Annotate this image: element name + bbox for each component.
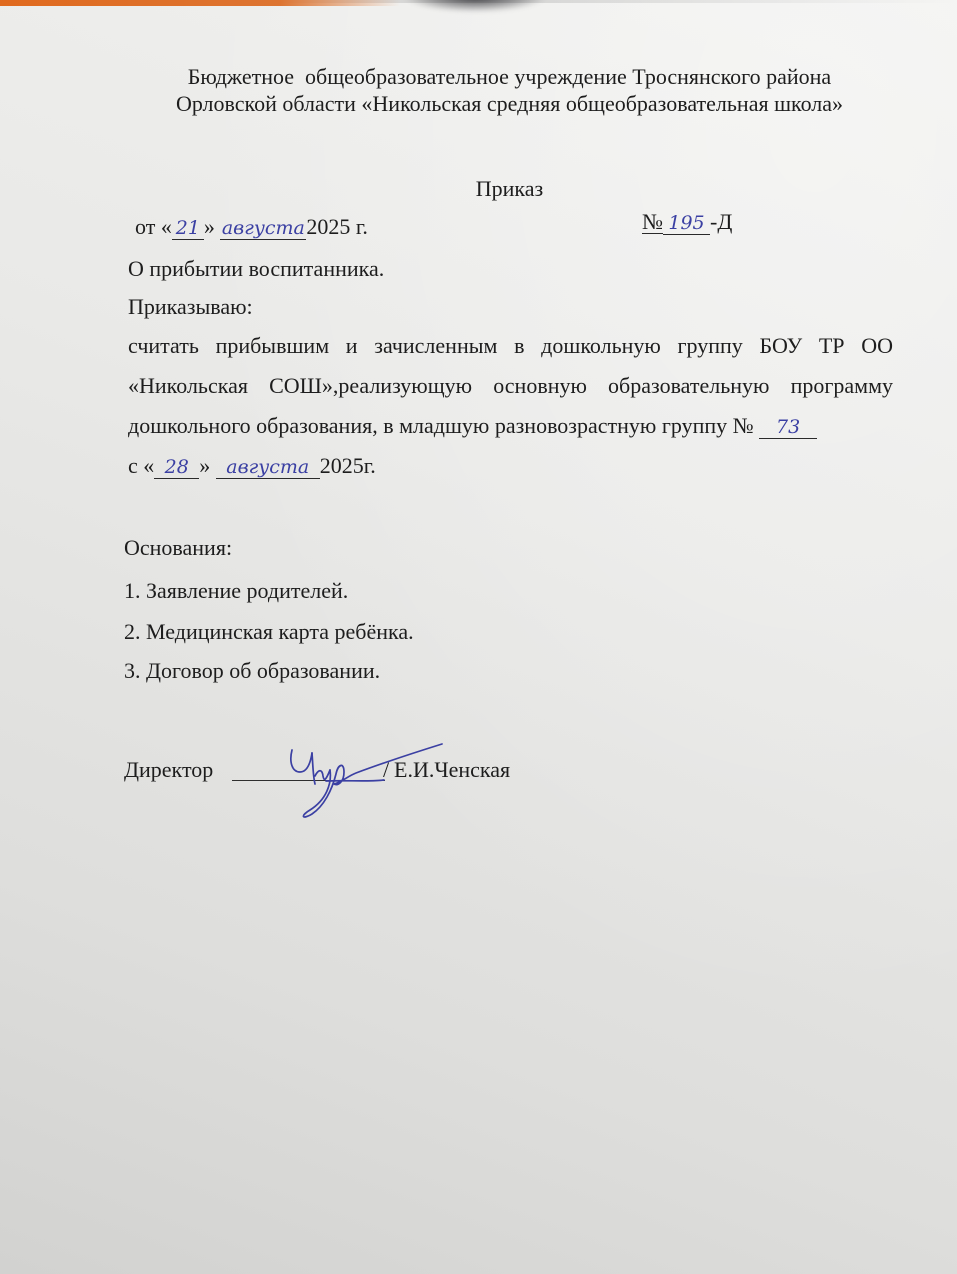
date-prefix: от « <box>135 214 172 239</box>
grounds-heading: Основания: <box>124 535 233 560</box>
order-number-line <box>642 209 732 235</box>
institution-name-line-2: Орловской области «Никольская средняя общеобразовательная школа» <box>175 91 844 116</box>
date-day-handwritten: 21 <box>172 217 204 240</box>
date-year: 2025 г. <box>306 214 368 239</box>
start-date-line <box>128 453 376 479</box>
signature-icon <box>280 740 450 820</box>
director-role: Директор <box>124 757 214 782</box>
start-year: 2025г. <box>319 453 376 478</box>
number-suffix: -Д <box>710 209 733 234</box>
order-text-line-1: считать прибывшим и зачисленным в дошкольную группу БОУ ТР ОО <box>128 333 893 358</box>
start-prefix: с « <box>128 453 155 478</box>
start-day-handwritten: 28 <box>154 456 199 479</box>
order-text-line-3-text: дошкольного образования, в младшую разновозрастную группу № <box>128 413 760 438</box>
grounds-item-3: 3. Договор об образовании. <box>124 658 381 683</box>
grounds-item-1: 1. Заявление родителей. <box>124 578 349 603</box>
order-date-line <box>135 214 368 240</box>
order-text-line-3 <box>128 413 817 439</box>
paper-edge-orange <box>0 0 400 6</box>
institution-name-line-1: Бюджетное общеобразовательное учреждение Троснянского района <box>187 64 832 89</box>
signature-separator: / <box>383 757 390 782</box>
start-month-handwritten: августа <box>216 456 320 479</box>
date-month-handwritten: августа <box>221 217 305 239</box>
start-quote-close: » <box>199 453 216 478</box>
order-number-handwritten: 195 <box>663 212 710 235</box>
order-directive: Приказываю: <box>128 294 253 319</box>
scan-shadow <box>405 0 545 12</box>
director-name: Е.И.Ченская <box>394 757 511 782</box>
order-text-line-2: «Никольская СОШ»,реализующую основную образовательную программу <box>128 373 893 398</box>
date-quote-close: » <box>203 214 221 239</box>
order-subject: О прибытии воспитанника. <box>128 256 385 281</box>
grounds-item-2: 2. Медицинская карта ребёнка. <box>124 619 414 644</box>
number-prefix: № <box>642 209 663 234</box>
group-number-handwritten: 73 <box>759 416 817 439</box>
order-title: Приказ <box>475 176 544 201</box>
